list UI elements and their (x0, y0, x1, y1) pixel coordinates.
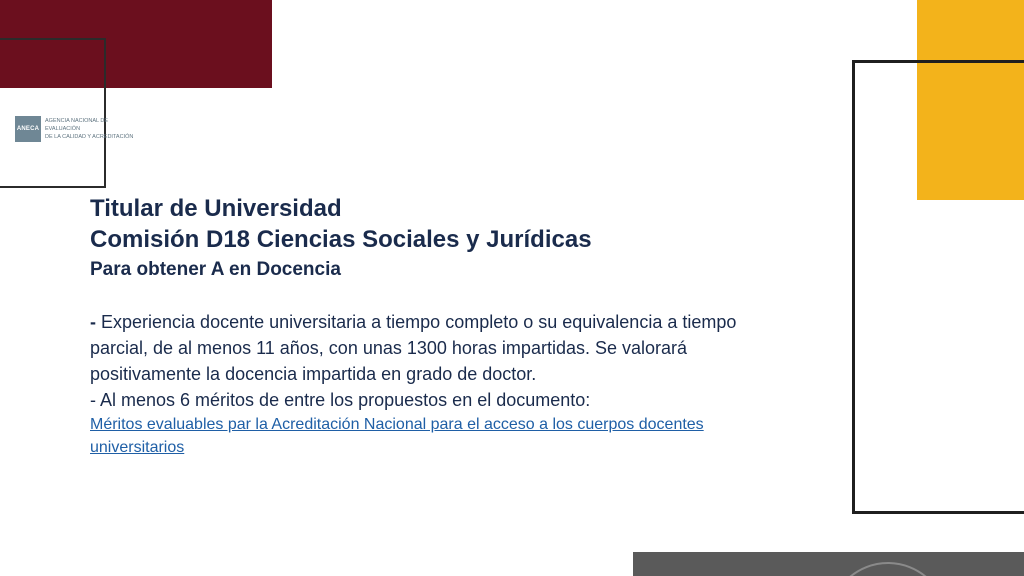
requirement-experience-text: Experiencia docente universitaria a tiempo completo o su equivalencia a tiempo parcial, de al menos 11 años, con unas 1300 horas impartidas. Se valorará positivamente la docencia impartida en grado de doctor. (90, 312, 737, 384)
main-content (90, 193, 780, 459)
aneca-logo-mark: ANECA (15, 116, 41, 142)
bottom-decor-strip (633, 552, 1024, 576)
right-decor-frame (852, 60, 1024, 514)
logo-line-2: DE LA CALIDAD Y ACREDITACIÓN (45, 134, 134, 140)
title-commission: Comisión D18 Ciencias Sociales y Jurídicas (90, 226, 592, 253)
aneca-logo-text (45, 117, 141, 141)
title-position: Titular de Universidad (90, 195, 342, 222)
bullet-dash: - (90, 312, 96, 332)
aneca-logo (15, 116, 141, 142)
subtitle-goal: Para obtener A en Docencia (90, 259, 341, 280)
logo-line-1: AGENCIA NACIONAL DE EVALUACIÓN (45, 118, 109, 132)
left-decor-frame (0, 38, 106, 188)
requirement-merits: - Al menos 6 méritos de entre los propuestos en el documento: (90, 390, 591, 410)
requirement-experience (90, 309, 780, 387)
merits-document-link[interactable]: Méritos evaluables par la Acreditación Nacional para el acceso a los cuerpos docentes universitarios (90, 416, 704, 456)
university-seal-icon (828, 562, 948, 576)
